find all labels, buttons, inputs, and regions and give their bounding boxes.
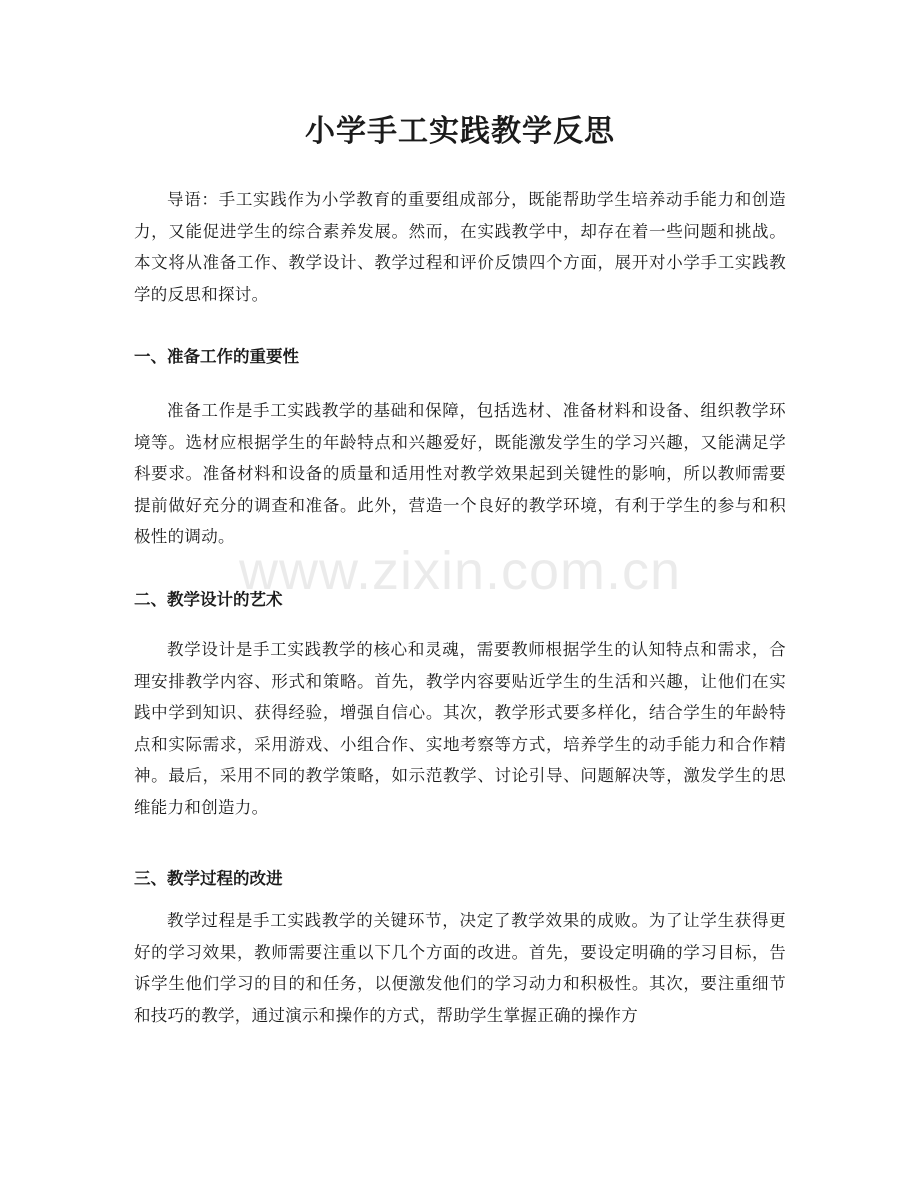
section-heading-2: 二、教学设计的艺术: [134, 590, 283, 609]
section-heading-1: 一、准备工作的重要性: [134, 347, 299, 366]
section-body-1: 准备工作是手工实践教学的基础和保障，包括选材、准备材料和设备、组织教学环境等。选材应根据学生的年龄特点和兴趣爱好，既能激发学生的学习兴趣，又能满足学科要求。准备材料和设备的质量和适用性对教学效果起到关键性的影响，所以教师需要提前做好充分的调查和准备。此外，营造一个良好的教学环境，有利于学生的参与和积极性的调动。: [134, 401, 786, 546]
section-body-2: 教学设计是手工实践教学的核心和灵魂，需要教师根据学生的认知特点和需求，合理安排教学内容、形式和策略。首先，教学内容要贴近学生的生活和兴趣，让他们在实践中学到知识、获得经验，增强自信心。其次，教学形式要多样化，结合学生的年龄特点和实际需求，采用游戏、小组合作、实地考察等方式，培养学生的动手能力和合作精神。最后，采用不同的教学策略，如示范教学、讨论引导、问题解决等，激发学生的思维能力和创造力。: [134, 640, 786, 817]
page-title: 小学手工实践教学反思: [305, 114, 615, 149]
section-heading-3: 三、教学过程的改进: [134, 869, 283, 888]
watermark: www.zixin.com.cn: [238, 541, 682, 601]
intro-paragraph: 导语：手工实践作为小学教育的重要组成部分，既能帮助学生培养动手能力和创造力，又能促进学生的综合素养发展。然而，在实践教学中，却存在着一些问题和挑战。本文将从准备工作、教学设计、教学过程和评价反馈四个方面，展开对小学手工实践教学的反思和探讨。: [134, 190, 786, 304]
section-body-3: 教学过程是手工实践教学的关键环节，决定了教学效果的成败。为了让学生获得更好的学习效果，教师需要注重以下几个方面的改进。首先，要设定明确的学习目标，告诉学生他们学习的目的和任务，以便激发他们的学习动力和积极性。其次，要注重细节和技巧的教学，通过演示和操作的方式，帮助学生掌握正确的操作方: [134, 911, 786, 1025]
